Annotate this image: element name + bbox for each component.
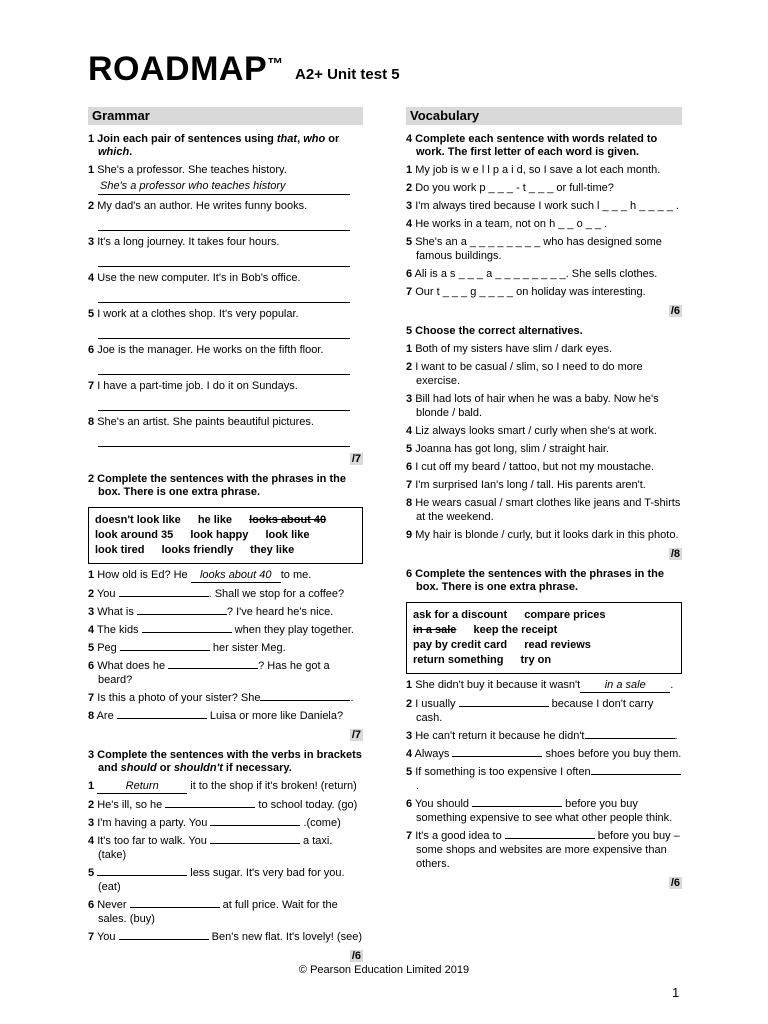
item-after: her sister Meg. [209, 642, 286, 654]
gap-item [88, 587, 363, 601]
item-before: I'm having a party. You [97, 817, 211, 829]
ex6-list [406, 678, 682, 871]
item-before: Are [96, 710, 117, 722]
item-after: less sugar. It's very bad for you. (eat) [98, 867, 345, 893]
list-item [406, 424, 682, 438]
item-number: 5 [88, 867, 95, 879]
gap-item [406, 697, 682, 725]
item-number: 5 [406, 766, 413, 778]
ex3-list [88, 779, 363, 944]
item-number: 4 [88, 624, 95, 636]
item-number: 7 [406, 830, 413, 842]
gap-item [88, 898, 363, 926]
answer-gap[interactable] [119, 939, 209, 940]
answer-gap[interactable] [210, 843, 300, 844]
answer-line[interactable]: She's a professor who teaches history [98, 180, 350, 195]
box-phrase: ask for a discount [413, 609, 508, 621]
box-phrase: looks about 40 [249, 514, 327, 526]
ex1-item [88, 415, 363, 429]
ex6-phrase-box [406, 602, 682, 674]
item-after: it to the shop if it's broken! (return) [187, 780, 357, 792]
item-before: If something is too expensive I often [415, 766, 591, 778]
list-item [406, 217, 682, 231]
item-before: He can't return it because he didn't [415, 730, 585, 742]
ex3-score: /6 [351, 950, 361, 962]
item-after: Luisa or more like Daniela? [206, 710, 344, 722]
item-after: shoes before you buy them. [542, 748, 682, 760]
item-before: It's too far to walk. You [97, 835, 210, 847]
ex2-score: /7 [351, 729, 361, 741]
answer-line[interactable] [98, 396, 350, 411]
gap-item [88, 866, 363, 894]
item-before: You [96, 588, 119, 600]
item-number: 7 [406, 286, 413, 298]
item-number: 3 [88, 236, 95, 248]
item-number: 5 [88, 642, 95, 654]
item-text: Liz always looks smart / curly when she's at work. [415, 425, 657, 437]
item-after: to me. [280, 569, 312, 581]
list-item [406, 181, 682, 195]
item-before: How old is Ed? He [97, 569, 191, 581]
item-before: Peg [97, 642, 120, 654]
answer-gap[interactable] [130, 907, 220, 908]
gap-item [88, 623, 363, 637]
ex1-list [88, 163, 363, 447]
ex1-score: /7 [351, 453, 361, 465]
item-text: I cut off my beard / tattoo, but not my moustache. [415, 461, 655, 473]
item-text: My dad's an author. He writes funny books. [97, 200, 308, 212]
gap-item [88, 798, 363, 812]
item-text: Joanna has got long, slim / straight hair. [415, 443, 610, 455]
item-after: . [674, 730, 678, 742]
item-number: 2 [88, 799, 95, 811]
answer-line[interactable] [98, 216, 350, 231]
item-text: Do you work p _ _ _ - t _ _ _ or full-time? [415, 182, 614, 194]
item-after: . [670, 679, 674, 691]
item-after: because I don't carry cash. [416, 698, 654, 724]
ex4-instruction: 4 Complete each sentence with words related to work. The first letter of each word is given. [406, 133, 658, 158]
ex1-item [88, 307, 363, 321]
box-phrase: they like [250, 544, 295, 556]
item-number: 3 [88, 817, 95, 829]
item-number: 1 [88, 569, 95, 581]
item-before: You [96, 931, 119, 943]
trademark: ™ [267, 56, 284, 73]
box-phrase: try on [520, 654, 552, 666]
item-number: 3 [406, 200, 413, 212]
item-text: I have a part-time job. I do it on Sundays. [97, 380, 298, 392]
item-number: 2 [88, 200, 95, 212]
answer-line[interactable] [98, 288, 350, 303]
answer-gap[interactable] [505, 838, 595, 839]
item-before: Always [414, 748, 453, 760]
list-item [406, 528, 682, 542]
answer-gap[interactable] [168, 668, 258, 669]
item-number: 6 [88, 899, 95, 911]
gap-item [88, 834, 363, 862]
list-item [406, 235, 682, 263]
item-text: Bill had lots of hair when he was a baby. Now he's blonde / bald. [415, 393, 659, 419]
gap-item [406, 797, 682, 825]
answer-gap[interactable] [585, 738, 675, 739]
item-number: 1 [406, 164, 413, 176]
item-number: 1 [88, 164, 95, 176]
item-number: 4 [406, 218, 413, 230]
box-phrase: in a sale [413, 624, 457, 636]
item-before: He's ill, so he [97, 799, 166, 811]
item-number: 6 [406, 798, 413, 810]
item-number: 1 [406, 679, 413, 691]
list-item [406, 267, 682, 281]
item-number: 2 [406, 698, 413, 710]
ex1-item [88, 235, 363, 249]
item-number: 3 [406, 393, 413, 405]
ex2-list [88, 568, 363, 723]
answer-gap[interactable] [591, 774, 681, 775]
answer-gap[interactable] [142, 632, 232, 633]
box-phrase: doesn't look like [95, 514, 181, 526]
item-before: What is [97, 606, 137, 618]
item-after: to school today. (go) [255, 799, 358, 811]
answer-gap[interactable] [260, 700, 350, 701]
item-text: My job is w e l l p a i d, so I save a lot each month. [415, 164, 661, 176]
item-after: before you buy – some shops and websites are more expensive than others. [416, 830, 680, 870]
item-text: My hair is blonde / curly, but it looks dark in this photo. [415, 529, 679, 541]
gap-item [406, 765, 682, 793]
ex1-item [88, 343, 363, 357]
list-item [406, 360, 682, 388]
item-before: She didn't buy it because it wasn't [415, 679, 581, 691]
item-after: at full price. Wait for the sales. (buy) [98, 899, 338, 925]
answer-gap[interactable]: looks about 40 [191, 568, 281, 583]
item-after: .(come) [300, 817, 341, 829]
answer-gap[interactable] [459, 706, 549, 707]
box-phrase: keep the receipt [473, 624, 558, 636]
brand-name: ROADMAP [88, 50, 268, 88]
list-item [406, 285, 682, 299]
list-item [406, 163, 682, 177]
item-before: What does he [97, 660, 169, 672]
page-number: 1 [672, 985, 680, 1000]
gap-item [88, 659, 363, 687]
answer-gap[interactable] [119, 596, 209, 597]
item-number: 8 [406, 497, 413, 509]
item-text: Our t _ _ _ g _ _ _ _ on holiday was interesting. [415, 286, 646, 298]
item-after: before you buy something expensive to see what other people think. [416, 798, 673, 824]
answer-gap[interactable] [97, 875, 187, 876]
ex1-instruction: 1 Join each pair of sentences using that, who or which. [88, 133, 340, 158]
box-phrase: look like [265, 529, 310, 541]
item-number: 4 [88, 835, 95, 847]
box-phrase: read reviews [524, 639, 591, 651]
ex1-item [88, 199, 363, 213]
answer-gap[interactable] [117, 718, 207, 719]
ex6-score: /6 [670, 877, 680, 889]
item-before: Is this a photo of your sister? She [97, 692, 261, 704]
item-before: I usually [415, 698, 459, 710]
list-item [406, 199, 682, 213]
answer-gap[interactable] [120, 650, 210, 651]
answer-line[interactable] [98, 252, 350, 267]
copyright: © Pearson Education Limited 2019 [298, 964, 470, 976]
item-number: 6 [406, 268, 413, 280]
item-number: 5 [88, 308, 95, 320]
box-phrase: look tired [95, 544, 145, 556]
ex1-item [88, 379, 363, 393]
item-number: 7 [406, 479, 413, 491]
answer-gap[interactable] [165, 807, 255, 808]
item-text: I work at a clothes shop. It's very popular. [97, 308, 299, 320]
page-title [88, 50, 284, 89]
item-after: ? Has he got a beard? [98, 660, 330, 686]
item-text: He works in a team, not on h _ _ o _ _ . [415, 218, 608, 230]
gap-item [406, 829, 682, 871]
item-after: . [350, 692, 354, 704]
grammar-heading: Grammar [88, 107, 363, 125]
item-text: She's a professor. She teaches history. [97, 164, 287, 176]
item-number: 5 [406, 443, 413, 455]
item-before: The kids [96, 624, 142, 636]
item-text: Use the new computer. It's in Bob's office. [97, 272, 301, 284]
box-phrase: look happy [190, 529, 249, 541]
gap-item [88, 816, 363, 830]
item-number: 3 [88, 606, 95, 618]
gap-item [406, 729, 682, 743]
item-text: I'm always tired because I work such l _ _ _ h _ _ _ _ . [415, 200, 679, 212]
item-after: ? I've heard he's nice. [226, 606, 334, 618]
item-text: Ali is a s _ _ _ a _ _ _ _ _ _ _ _. She sells clothes. [414, 268, 658, 280]
item-text: Both of my sisters have slim / dark eyes. [415, 343, 613, 355]
item-text: I want to be casual / slim, so I need to do more exercise. [415, 361, 643, 387]
ex1-item [88, 163, 363, 177]
item-number: 9 [406, 529, 413, 541]
item-number: 4 [406, 748, 413, 760]
unit-subtitle: A2+ Unit test 5 [295, 66, 400, 83]
ex2-instruction: 2 Complete the sentences with the phrases in the box. There is one extra phrase. [88, 473, 346, 498]
item-number: 2 [406, 182, 413, 194]
item-number: 7 [88, 692, 95, 704]
item-number: 8 [88, 710, 95, 722]
item-number: 6 [88, 344, 95, 356]
item-number: 7 [88, 931, 95, 943]
answer-line[interactable] [98, 432, 350, 447]
box-phrase: compare prices [524, 609, 606, 621]
item-before: Never [97, 899, 130, 911]
list-item [406, 342, 682, 356]
item-number: 6 [88, 660, 95, 672]
gap-item [88, 691, 363, 705]
gap-item [88, 709, 363, 723]
item-number: 6 [406, 461, 413, 473]
list-item [406, 460, 682, 474]
gap-item [88, 568, 363, 583]
gap-item [88, 930, 363, 944]
box-phrase: pay by credit card [413, 639, 508, 651]
grammar-column [88, 107, 363, 962]
item-before: It's a good idea to [415, 830, 505, 842]
ex5-score: /8 [670, 548, 680, 560]
answer-gap[interactable] [472, 806, 562, 807]
gap-item [406, 678, 682, 693]
item-after: . [416, 780, 420, 792]
vocabulary-heading: Vocabulary [406, 107, 682, 125]
item-text: She's an artist. She paints beautiful pictures. [97, 416, 314, 428]
ex4-list [406, 163, 682, 299]
answer-gap[interactable] [210, 825, 300, 826]
item-number: 1 [406, 343, 413, 355]
answer-line[interactable] [98, 360, 350, 375]
ex5-list [406, 342, 682, 542]
item-after: a taxi. (take) [98, 835, 333, 861]
box-phrase: return something [413, 654, 504, 666]
item-number: 1 [88, 780, 95, 792]
item-number: 5 [406, 236, 413, 248]
gap-item [88, 605, 363, 619]
item-number: 2 [88, 588, 95, 600]
list-item [406, 392, 682, 420]
answer-gap[interactable]: in a sale [580, 678, 670, 693]
ex3-instruction: 3 Complete the sentences with the verbs in brackets and should or shouldn't if necessary. [88, 749, 362, 774]
item-before: You should [414, 798, 473, 810]
ex1-item [88, 271, 363, 285]
item-text: It's a long journey. It takes four hours. [97, 236, 280, 248]
answer-gap[interactable] [137, 614, 227, 615]
item-number: 7 [88, 380, 95, 392]
item-after: . Shall we stop for a coffee? [208, 588, 345, 600]
list-item [406, 442, 682, 456]
item-after: Ben's new flat. It's lovely! (see) [208, 931, 362, 943]
answer-line[interactable] [98, 324, 350, 339]
item-after: when they play together. [231, 624, 354, 636]
ex5-instruction: 5 Choose the correct alternatives. [406, 325, 583, 337]
gap-item [88, 779, 363, 794]
item-number: 2 [406, 361, 413, 373]
list-item [406, 478, 682, 492]
item-number: 3 [406, 730, 413, 742]
ex6-instruction: 6 Complete the sentences with the phrases in the box. There is one extra phrase. [406, 568, 664, 593]
item-text: I'm surprised Ian's long / tall. His parents aren't. [415, 479, 646, 491]
item-number: 4 [88, 272, 95, 284]
box-phrase: he like [197, 514, 233, 526]
ex2-phrase-box [88, 507, 363, 564]
gap-item [406, 747, 682, 761]
list-item [406, 496, 682, 524]
answer-gap[interactable]: Return [97, 779, 187, 794]
item-text: He wears casual / smart clothes like jeans and T-shirts at the weekend. [415, 497, 681, 523]
ex4-score: /6 [670, 305, 680, 317]
box-phrase: looks friendly [161, 544, 234, 556]
box-phrase: look around 35 [95, 529, 174, 541]
item-text: She's an a _ _ _ _ _ _ _ _ who has designed some famous buildings. [415, 236, 662, 262]
item-number: 8 [88, 416, 95, 428]
vocabulary-column [406, 107, 682, 889]
item-number: 4 [406, 425, 413, 437]
answer-gap[interactable] [452, 756, 542, 757]
item-text: Joe is the manager. He works on the fifth floor. [97, 344, 324, 356]
gap-item [88, 641, 363, 655]
